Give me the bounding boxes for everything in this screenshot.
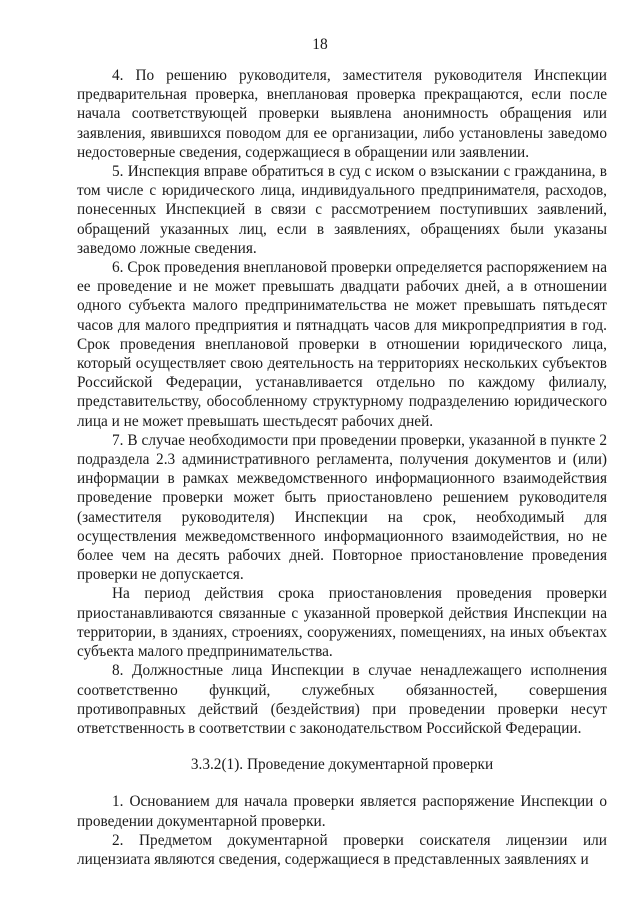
document-body — [77, 66, 607, 869]
paragraph-item-7: 7. В случае необходимости при проведении проверки, указанной в пункте 2 подраздела 2.3 административного регламента, получения документов и (или) информации в рамках межведомственного информационного взаимодействия проведение проверки может быть приостановлено решением руководителя (заместителя руководителя) Инспекции на срок, необходимый для осуществления межведомственного информационного взаимодействия, но не более чем на десять рабочих дней. Повторное приостановление проведения проверки не допускается. — [77, 431, 607, 584]
paragraph-item-8: 8. Должностные лица Инспекции в случае ненадлежащего исполнения соответственно функций, служебных обязанностей, совершения противоправных действий (бездействия) при проведении проверки несут ответственность в соответствии с законодательством Российской Федерации. — [77, 662, 607, 737]
paragraph-suspension-period: На период действия срока приостановления проведения проверки приостанавливаются связанные с указанной проверкой действия Инспекции на территории, в зданиях, строениях, сооружениях, помещениях, на иных объектах субъекта малого предпринимательства. — [77, 585, 607, 661]
paragraph-item-4: 4. По решению руководителя, заместителя руководителя Инспекции предварительная проверка, внеплановая проверка прекращаются, если после начала соответствующей проверки выявлена анонимность обращения или заявления, явившихся поводом для ее организации, либо установлены заведомо недостоверные сведения, содержащиеся в обращении или заявлении. — [77, 67, 607, 161]
paragraph-item-5: 5. Инспекция вправе обратиться в суд с иском о взыскании с гражданина, в том числе с юридического лица, индивидуального предпринимателя, расходов, понесенных Инспекцией в связи с рассмотрением поступивших заявлений, обращений указанных лиц, если в заявлениях, обращениях были указаны заведомо ложные сведения. — [77, 163, 607, 257]
page-number: 18 — [312, 36, 328, 53]
paragraph-doc-check-1: 1. Основанием для начала проверки является распоряжение Инспекции о проведении документарной проверки. — [77, 793, 607, 830]
section-heading: 3.3.2(1). Проведение документарной проверки — [190, 756, 494, 774]
paragraph-doc-check-2: 2. Предметом документарной проверки соискателя лицензии или лицензиата являются сведения, содержащиеся в представленных заявлениях и — [77, 831, 607, 868]
paragraph-item-6: 6. Срок проведения внеплановой проверки определяется распоряжением на ее проведение и не может превышать двадцати рабочих дней, а в отношении одного субъекта малого предпринимательства не может превышать пятьдесят часов для малого предприятия и пятнадцать часов для микропредприятия в год. Срок проведения внеплановой проверки в отношении юридического лица, который осуществляет свою деятельность на территориях нескольких субъектов Российской Федерации, устанавливается отдельно по каждому филиалу, представительству, обособленному структурному подразделению юридического лица и не может превышать шестьдесят рабочих дней. — [77, 259, 607, 430]
